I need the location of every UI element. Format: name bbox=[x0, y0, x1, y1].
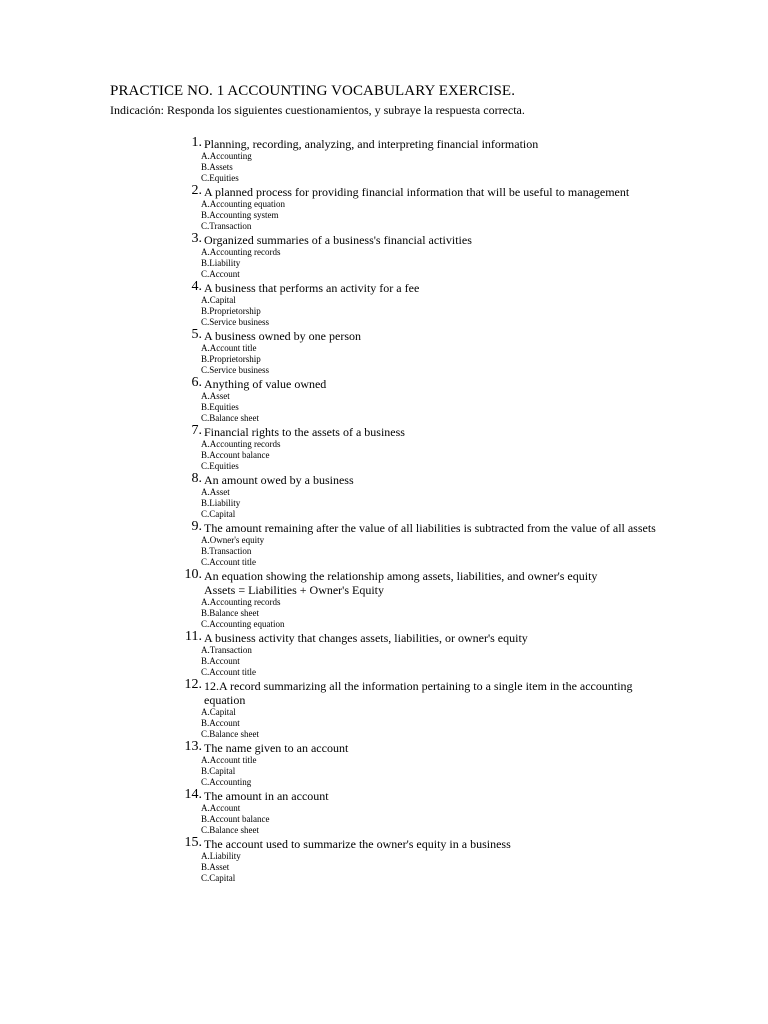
answer-option[interactable]: A.Asset bbox=[201, 487, 230, 497]
answer-option[interactable]: A.Accounting records bbox=[201, 439, 281, 449]
answer-option[interactable]: B.Proprietorship bbox=[201, 354, 261, 364]
question-text: A business owned by one person bbox=[204, 329, 361, 343]
question-row bbox=[178, 836, 668, 851]
answer-option[interactable]: C.Account title bbox=[201, 557, 256, 567]
question-text: A business that performs an activity for a fee bbox=[204, 281, 420, 295]
answer-option[interactable]: A.Account title bbox=[201, 343, 257, 353]
answer-option[interactable]: A.Owner's equity bbox=[201, 535, 265, 545]
answer-option[interactable]: A.Account bbox=[201, 803, 241, 813]
answer-option[interactable]: A.Transaction bbox=[201, 645, 252, 655]
answer-option[interactable]: C.Balance sheet bbox=[201, 413, 259, 423]
question-text-block bbox=[204, 630, 659, 645]
question-row bbox=[178, 424, 668, 439]
question-row bbox=[178, 630, 668, 645]
answer-option[interactable]: B.Liability bbox=[201, 498, 241, 508]
question-text-block bbox=[204, 280, 659, 295]
answer-option[interactable]: C.Balance sheet bbox=[201, 825, 259, 835]
question-text-block bbox=[204, 568, 659, 597]
question-item bbox=[178, 836, 668, 884]
question-text: An amount owed by a business bbox=[204, 473, 354, 487]
question-text-block bbox=[204, 232, 659, 247]
answer-option[interactable]: A.Accounting equation bbox=[201, 199, 285, 209]
question-text: A planned process for providing financial information that will be useful to management bbox=[204, 185, 630, 199]
question-formula: Assets = Liabilities + Owner's Equity bbox=[204, 583, 385, 597]
answer-option[interactable]: C.Accounting equation bbox=[201, 619, 285, 629]
question-item bbox=[178, 678, 668, 740]
question-item bbox=[178, 184, 668, 232]
answer-option[interactable]: A.Capital bbox=[201, 707, 236, 717]
question-item bbox=[178, 740, 668, 788]
question-text-block bbox=[204, 424, 659, 439]
answer-option[interactable]: B.Proprietorship bbox=[201, 306, 261, 316]
answer-option[interactable]: C.Transaction bbox=[201, 221, 252, 231]
question-item bbox=[178, 136, 668, 184]
question-item bbox=[178, 424, 668, 472]
question-row bbox=[178, 376, 668, 391]
question-text-block bbox=[204, 788, 659, 803]
question-number: 10. bbox=[184, 567, 202, 582]
question-row bbox=[178, 328, 668, 343]
answer-option[interactable]: C.Equities bbox=[201, 173, 239, 183]
answer-option[interactable]: C.Service business bbox=[201, 317, 269, 327]
question-number: 4. bbox=[191, 279, 202, 294]
answer-option[interactable]: A.Account title bbox=[201, 755, 257, 765]
question-text-block bbox=[204, 376, 659, 391]
question-text: An equation showing the relationship among assets, liabilities, and owner's equity bbox=[204, 569, 598, 583]
question-text-block bbox=[204, 328, 659, 343]
question-number: 3. bbox=[191, 231, 202, 246]
question-item bbox=[178, 280, 668, 328]
question-number: 12. bbox=[184, 677, 202, 692]
question-number: 5. bbox=[191, 327, 202, 342]
question-text-block bbox=[204, 678, 659, 707]
answer-option[interactable]: B.Balance sheet bbox=[201, 608, 259, 618]
question-number: 11. bbox=[185, 629, 202, 644]
question-row bbox=[178, 788, 668, 803]
question-row bbox=[178, 472, 668, 487]
answer-option[interactable]: B.Assets bbox=[201, 162, 233, 172]
document-title: PRACTICE NO. 1 ACCOUNTING VOCABULARY EXERCISE. bbox=[110, 83, 516, 99]
question-item bbox=[178, 472, 668, 520]
question-text: A business activity that changes assets, liabilities, or owner's equity bbox=[204, 631, 528, 645]
answer-option[interactable]: A.Liability bbox=[201, 851, 241, 861]
answer-option[interactable]: C.Capital bbox=[201, 509, 236, 519]
answer-option[interactable]: C.Equities bbox=[201, 461, 239, 471]
question-item bbox=[178, 568, 668, 630]
question-number: 13. bbox=[184, 739, 202, 754]
answer-option[interactable]: A.Accounting bbox=[201, 151, 252, 161]
question-text: 12.A record summarizing all the information pertaining to a single item in the accounting equation bbox=[204, 679, 633, 707]
question-list bbox=[178, 136, 668, 884]
question-number: 6. bbox=[191, 375, 202, 390]
answer-option[interactable]: B.Asset bbox=[201, 862, 230, 872]
question-row bbox=[178, 184, 668, 199]
answer-option[interactable]: B.Account balance bbox=[201, 814, 270, 824]
question-item bbox=[178, 630, 668, 678]
answer-option[interactable]: B.Transaction bbox=[201, 546, 252, 556]
answer-option[interactable]: C.Balance sheet bbox=[201, 729, 259, 739]
question-row bbox=[178, 280, 668, 295]
answer-option[interactable]: C.Account bbox=[201, 269, 240, 279]
question-row bbox=[178, 520, 668, 535]
question-item bbox=[178, 788, 668, 836]
question-row bbox=[178, 740, 668, 755]
question-text: Organized summaries of a business's financial activities bbox=[204, 233, 472, 247]
answer-option[interactable]: A.Asset bbox=[201, 391, 230, 401]
question-row bbox=[178, 232, 668, 247]
answer-option[interactable]: B.Capital bbox=[201, 766, 236, 776]
question-item bbox=[178, 328, 668, 376]
question-text-block bbox=[204, 136, 659, 151]
question-row bbox=[178, 568, 668, 597]
question-text: The amount in an account bbox=[204, 789, 329, 803]
answer-option[interactable]: C.Capital bbox=[201, 873, 236, 883]
question-row bbox=[178, 678, 668, 707]
question-item bbox=[178, 376, 668, 424]
answer-option[interactable]: B.Liability bbox=[201, 258, 241, 268]
question-text-block bbox=[204, 740, 659, 755]
question-text-block bbox=[204, 472, 659, 487]
question-number: 1. bbox=[191, 135, 202, 150]
answer-option[interactable]: A.Capital bbox=[201, 295, 236, 305]
question-number: 8. bbox=[191, 471, 202, 486]
question-number: 2. bbox=[191, 183, 202, 198]
question-text-block bbox=[204, 184, 659, 199]
answer-option[interactable]: B.Equities bbox=[201, 402, 239, 412]
question-text-block bbox=[204, 520, 659, 535]
answer-option[interactable]: C.Account title bbox=[201, 667, 256, 677]
question-text: Planning, recording, analyzing, and interpreting financial information bbox=[204, 137, 539, 151]
question-number: 9. bbox=[191, 519, 202, 534]
answer-option[interactable]: A.Accounting records bbox=[201, 247, 281, 257]
answer-option[interactable]: C.Service business bbox=[201, 365, 269, 375]
answer-option[interactable]: B.Account balance bbox=[201, 450, 270, 460]
answer-option[interactable]: B.Account bbox=[201, 718, 240, 728]
question-row bbox=[178, 136, 668, 151]
question-text: The name given to an account bbox=[204, 741, 349, 755]
question-text: Anything of value owned bbox=[204, 377, 327, 391]
question-item bbox=[178, 232, 668, 280]
question-text: Financial rights to the assets of a business bbox=[204, 425, 405, 439]
question-number: 14. bbox=[184, 787, 202, 802]
question-item bbox=[178, 520, 668, 568]
answer-option[interactable]: B.Account bbox=[201, 656, 240, 666]
question-text-block bbox=[204, 836, 659, 851]
instruction-text: Indicación: Responda los siguientes cuestionamientos, y subraye la respuesta correcta. bbox=[110, 103, 525, 117]
question-text: The account used to summarize the owner's equity in a business bbox=[204, 837, 511, 851]
question-text: The amount remaining after the value of all liabilities is subtracted from the value of all assets bbox=[204, 521, 656, 535]
answer-option[interactable]: B.Accounting system bbox=[201, 210, 279, 220]
answer-option[interactable]: A.Accounting records bbox=[201, 597, 281, 607]
question-number: 7. bbox=[191, 423, 202, 438]
question-number: 15. bbox=[184, 835, 202, 850]
answer-option[interactable]: C.Accounting bbox=[201, 777, 252, 787]
